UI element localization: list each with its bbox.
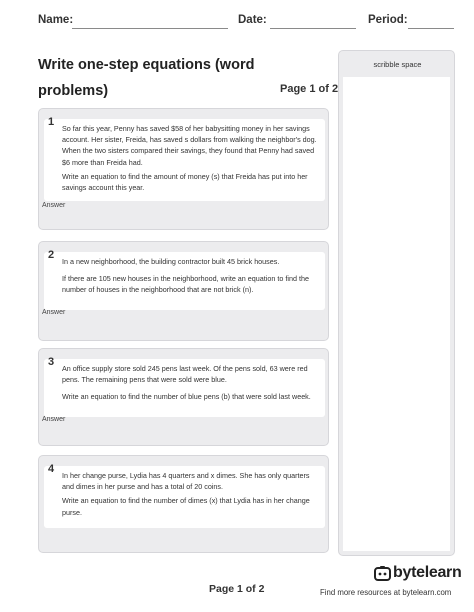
question-card-1 — [38, 108, 329, 230]
question-number: 3 — [48, 356, 55, 368]
answer-label: Answer — [42, 416, 66, 423]
question-text — [62, 363, 320, 403]
date-line — [270, 28, 356, 29]
question-text — [62, 470, 320, 518]
scribble-panel — [338, 50, 455, 556]
question-paragraph: If there are 105 new houses in the neighborhood, write an equation to find the number of houses in the neighborhood that are not brick (n). — [62, 274, 309, 295]
question-text — [62, 256, 320, 296]
question-paragraph: In a new neighborhood, the building contractor built 45 brick houses. — [62, 257, 280, 266]
footer-tagline[interactable]: Find more resources at bytelearn.com — [320, 588, 452, 597]
period-label: Period: — [368, 14, 408, 26]
bytelearn-logo-icon — [374, 566, 391, 582]
worksheet-title: Write one-step equations (word problems) — [38, 57, 255, 99]
question-paragraph: Write an equation to find the number of dimes (x) that Lydia has in her change purse. — [62, 496, 310, 517]
question-paragraph: Write an equation to find the number of blue pens (b) that were sold last week. — [62, 392, 311, 402]
question-box-3 — [44, 356, 325, 417]
question-card-4 — [38, 455, 329, 553]
scribble-label: scribble space — [373, 60, 422, 69]
scribble-area — [343, 77, 450, 551]
question-box-2 — [44, 249, 325, 310]
question-number: 4 — [48, 463, 55, 475]
answer-label: Answer — [42, 202, 66, 209]
answer-label: Answer — [42, 309, 66, 316]
question-card-2 — [38, 241, 329, 341]
question-text — [62, 123, 320, 193]
brand-name: bytelearn — [393, 564, 462, 581]
worksheet-header — [0, 14, 474, 34]
date-label: Date: — [238, 14, 267, 26]
period-line — [408, 28, 454, 29]
question-number: 2 — [48, 249, 55, 261]
question-card-3 — [38, 348, 329, 446]
question-paragraph: An office supply store sold 245 pens last week. Of the pens sold, 63 were red pens. The remaining pens that were sold were blue. — [62, 364, 308, 385]
page-indicator-bottom: Page 1 of 2 — [209, 583, 265, 595]
name-label: Name: — [38, 14, 74, 26]
question-paragraph: So far this year, Penny has saved $58 of her babysitting money in her savings account. Her sister, Freida, has saved s dollars from walking the neighbor's dog. When the two sisters compared their savings, they found that Penny had saved $6 more than Freida had. — [62, 124, 317, 167]
question-number: 1 — [48, 116, 55, 128]
name-line — [72, 28, 228, 29]
page-indicator-top: Page 1 of 2 — [280, 83, 339, 95]
question-box-4 — [44, 463, 325, 528]
question-paragraph: In her change purse, Lydia has 4 quarters and x dimes. She has only quarters and dimes in her purse and has a total of 20 coins. — [62, 471, 310, 492]
question-box-1 — [44, 116, 325, 201]
question-paragraph: Write an equation to find the amount of money (s) that Freida has put into her savings account this year. — [62, 171, 308, 193]
